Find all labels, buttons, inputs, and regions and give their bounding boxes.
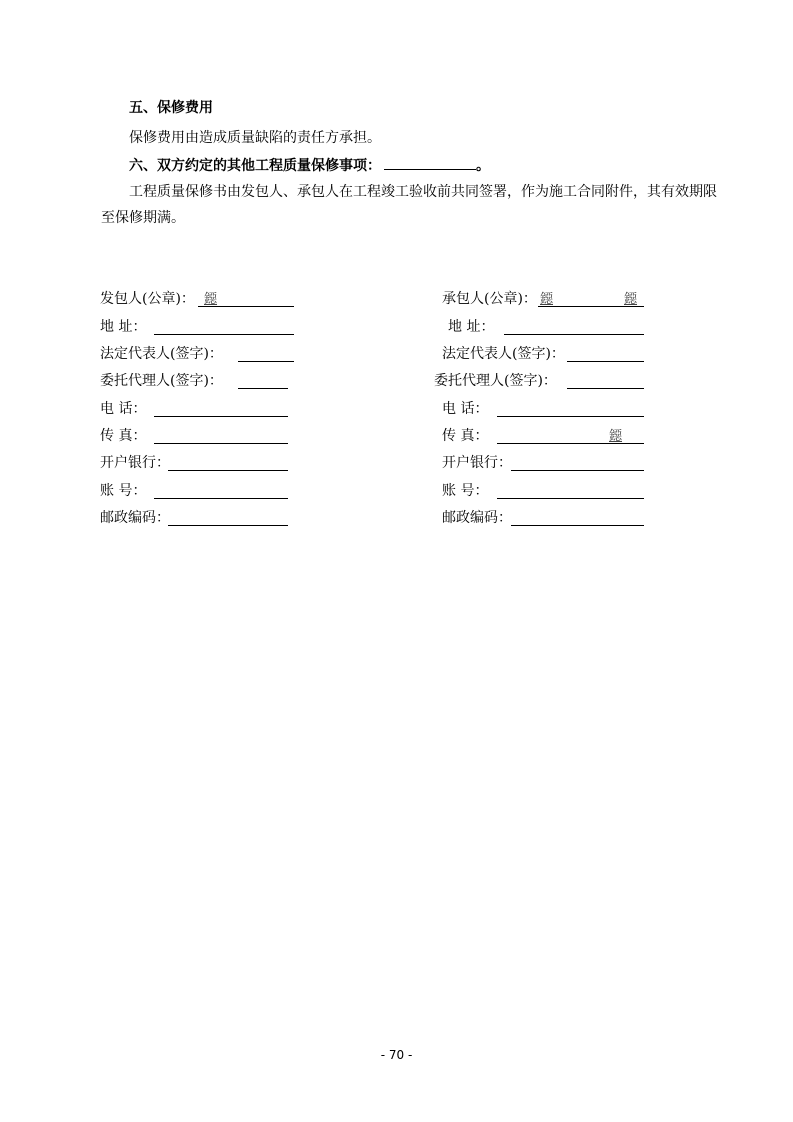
section6-heading: [129, 154, 490, 175]
section6-blank-line: [384, 154, 476, 170]
employer-address-line: [154, 318, 294, 335]
contractor-legal-rep-line: [567, 345, 644, 362]
contractor-phone-label: 电 话：: [442, 401, 489, 417]
employer-account-label: 账 号：: [100, 483, 147, 499]
employer-account-line: [154, 482, 288, 499]
section6-suffix: 。: [476, 158, 490, 174]
contractor-party-mark-1: 鐚: [540, 292, 554, 307]
contractor-agent-line: [567, 372, 644, 389]
section6-body-line1: 工程质量保修书由发包人、承包人在工程竣工验收前共同签署，作为施工合同附件，其有效期限: [129, 184, 717, 200]
page-number: - 70 -: [380, 1048, 413, 1062]
contractor-postcode-line: [511, 509, 644, 526]
contractor-fax-mark: 鐚: [609, 429, 623, 444]
contractor-party-label: 承包人(公章)：: [442, 291, 537, 307]
contractor-account-line: [497, 482, 644, 499]
contractor-phone-line: [497, 400, 644, 417]
contractor-legal-rep-label: 法定代表人(签字)：: [442, 346, 565, 362]
employer-address-label: 地 址：: [100, 319, 147, 335]
employer-legal-rep-line: [238, 345, 294, 362]
section6-heading-text: 六、双方约定的其他工程质量保修事项：: [129, 158, 381, 174]
contractor-fax-line: [497, 427, 644, 444]
employer-party-mark: 鐚: [204, 292, 218, 307]
contractor-party-mark-2: 鐚: [624, 292, 638, 307]
employer-postcode-line: [168, 509, 288, 526]
section5-body: 保修费用由造成质量缺陷的责任方承担。: [129, 130, 381, 146]
employer-phone-label: 电 话：: [100, 401, 147, 417]
contractor-fax-label: 传 真：: [442, 428, 489, 444]
contractor-address-line: [504, 318, 644, 335]
contractor-bank-label: 开户银行：: [442, 455, 512, 471]
contractor-account-label: 账 号：: [442, 483, 489, 499]
employer-fax-label: 传 真：: [100, 428, 147, 444]
contractor-bank-line: [511, 454, 644, 471]
section6-body-line2: 至保修期满。: [101, 210, 185, 226]
contractor-postcode-label: 邮政编码：: [442, 510, 512, 526]
employer-agent-label: 委托代理人(签字)：: [100, 373, 223, 389]
employer-legal-rep-label: 法定代表人(签字)：: [100, 346, 223, 362]
contractor-address-label: 地 址：: [448, 319, 495, 335]
employer-phone-line: [154, 400, 288, 417]
employer-postcode-label: 邮政编码：: [100, 510, 170, 526]
employer-party-line: [198, 290, 294, 307]
section5-heading: 五、保修费用: [129, 100, 213, 116]
contractor-agent-label: 委托代理人(签字)：: [434, 373, 557, 389]
employer-party-label: 发包人(公章)：: [100, 291, 195, 307]
contractor-party-line: [538, 290, 644, 307]
employer-agent-line: [238, 372, 288, 389]
employer-bank-label: 开户银行：: [100, 455, 170, 471]
employer-fax-line: [154, 427, 288, 444]
employer-bank-line: [168, 454, 288, 471]
